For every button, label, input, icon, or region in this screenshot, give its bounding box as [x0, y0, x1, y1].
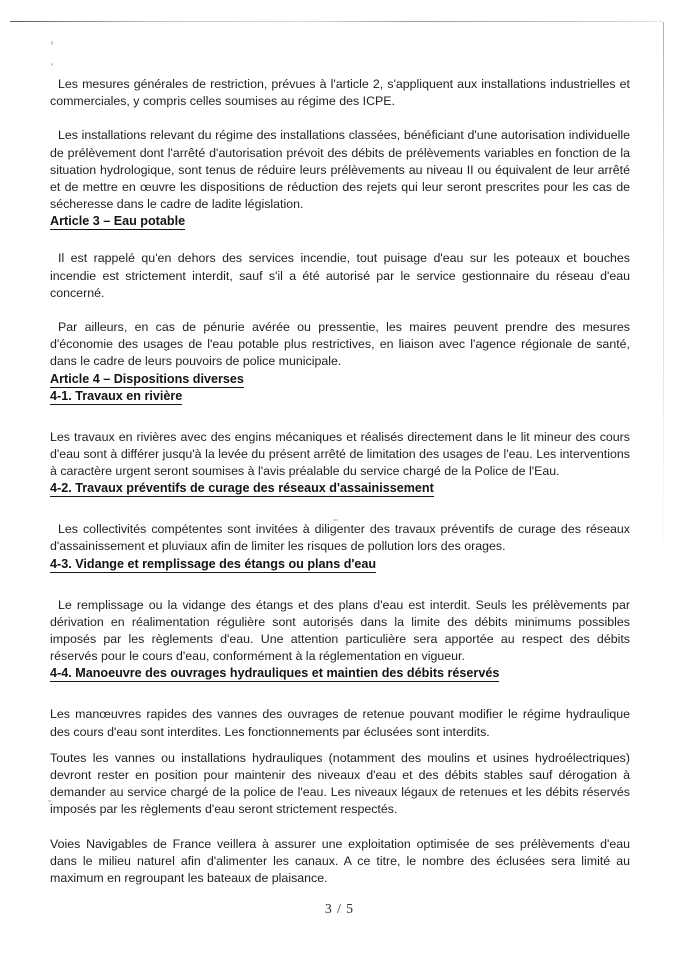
paragraph-incendie: Il est rappelé qu'en dehors des services incendie, tout puisage d'eau sur les poteaux et bouches incendie est strictement interdit, sauf s'il a été autorisé par le service gestionnaire du réseau d'eau concerné. [50, 251, 630, 300]
paragraph-vannes-position: Toutes les vannes ou installations hydrauliques (notamment des moulins et usines hydroélectriques) devront rester en position pour maintenir des niveaux d'eau et des débits stables sauf dérogation à demander au service chargé de la police de l'eau. Les niveaux légaux de retenues et les débits réservés imposés par les règlements d'eau seront strictement respectés. [50, 750, 630, 817]
heading-article-4 [50, 371, 630, 388]
heading-section-4-1-text: 4-1. Travaux en rivière [50, 388, 183, 403]
page-number: 3 / 5 [324, 901, 354, 916]
heading-section-4-3-text: 4-3. Vidange et remplissage des étangs ou plans d'eau [50, 556, 377, 571]
paragraph-travaux-riviere: Les travaux en rivières avec des engins mécaniques et réalisés directement dans le lit mineur des cours d'eau sont à différer jusqu'à la levée du présent arrêté de limitation des usages de l'eau. Les interventions à caractère urgent seront soumises à l'avis préalable du service chargé de la Police de l'Eau. [50, 429, 630, 479]
paragraph-manoeuvres-vannes: Les manœuvres rapides des vannes des ouvrages de retenue pouvant modifier le régime hydraulique des cours d'eau sont interdites. Les fonctionnements par éclusées sont interdits. [50, 707, 630, 739]
scan-speck [51, 63, 53, 66]
page-footer [0, 900, 679, 918]
paragraph-installations-classees: Les installations relevant du régime des installations classées, bénéficiant d'une autorisation individuelle de prélèvement dont l'arrêté d'autorisation prévoit des débits de prélèvements variables en fonction de la situation hydrologique, sont tenus de réduire leurs prélèvements au niveau II ou équivalent de leur arrêté et de mettre en œuvre les dispositions de réduction des rejets qui leur seront prescrites pour les cas de sécheresse dans le cadre de ladite législation. [50, 128, 630, 212]
paragraph-icpe: Les mesures générales de restriction, prévues à l'article 2, s'appliquent aux installations industrielles et commerciales, y compris celles soumises au régime des ICPE. [50, 77, 630, 109]
heading-article-4-text: Article 4 – Dispositions diverses [50, 371, 244, 386]
heading-article-3 [50, 213, 630, 230]
scan-speck [51, 41, 53, 45]
paragraph-voies-navigables: Voies Navigables de France veillera à assurer une exploitation optimisée de ses prélèvements d'eau dans le milieu naturel afin d'alimenter les canaux. A ce titre, le nombre des éclusées sera limité au maximum en regroupant les bateaux de plaisance. [50, 836, 630, 886]
scan-artifact-top-line [10, 21, 663, 22]
document-page-body [50, 76, 630, 887]
heading-article-3-text: Article 3 – Eau potable [50, 214, 186, 229]
heading-section-4-4-text: 4-4. Manoeuvre des ouvrages hydrauliques et maintien des débits réservés [50, 666, 500, 681]
paragraph-curage-reseaux: Les collectivités compétentes sont invitées à diligenter des travaux préventifs de curage des réseaux d'assainissement et pluviaux afin de limiter les risques de pollution lors des orages. [50, 522, 630, 554]
paragraph-vidange-remplissage: Le remplissage ou la vidange des étangs et des plans d'eau est interdit. Seuls les prélèvements par dérivation en réalimentation régulière sont autorisés dans la limite des débits minimums possibles imposés par les règlements d'eau. Une attention particulière sera apportée au respect des débits réservés pour le cours d'eau, conformément à la réglementation en vigueur. [50, 597, 630, 664]
heading-section-4-2-text: 4-2. Travaux préventifs de curage des réseaux d'assainissement [50, 481, 434, 496]
heading-section-4-3 [50, 556, 630, 573]
heading-section-4-1 [50, 388, 630, 405]
scan-artifact-right-line [663, 22, 664, 582]
heading-section-4-2 [50, 480, 630, 497]
paragraph-penurie: Par ailleurs, en cas de pénurie avérée ou pressentie, les maires peuvent prendre des mesures d'économie des usages de l'eau potable plus restrictives, en liaison avec l'agence régionale de santé, dans le cadre de leurs pouvoirs de police municipale. [50, 320, 630, 369]
heading-section-4-4 [50, 665, 630, 682]
